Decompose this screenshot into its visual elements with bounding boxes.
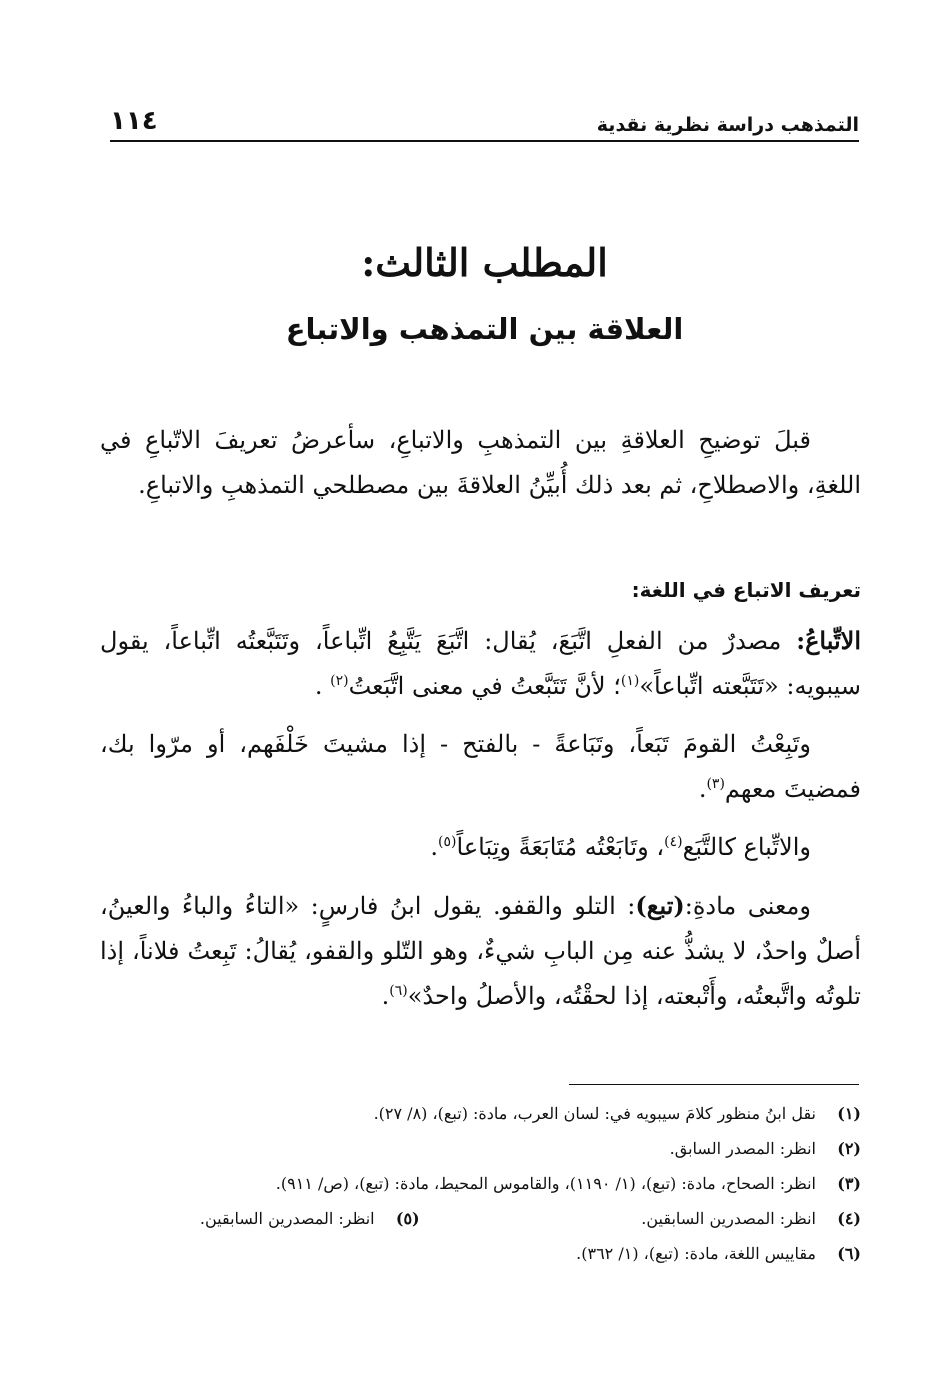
- footnotes: [100, 1096, 861, 1271]
- footnote-ref[interactable]: (٦): [389, 983, 408, 999]
- paragraph-text: والاتِّباع كالتَّبَع: [682, 833, 811, 861]
- footnote-row-4-5: [100, 1201, 861, 1236]
- footnote-ref[interactable]: (٢): [330, 673, 349, 689]
- paragraph-text: ، وتَابَعْتُه مُتَابَعَةً وتِبَاعاً: [456, 833, 665, 861]
- footnote-1: [100, 1096, 861, 1131]
- section-heading: المطلب الثالث:: [361, 240, 608, 285]
- footnote-text: مقاييس اللغة، مادة: (تبع)، (١/ ٣٦٢).: [576, 1244, 816, 1263]
- paragraph-text: .: [314, 672, 331, 700]
- footnote-5: [100, 1201, 420, 1236]
- footnote-text: انظر: الصحاح، مادة: (تبع)، (١/ ١١٩٠)، والقاموس المحيط، مادة: (تبع)، (ص/ ٩١١).: [275, 1174, 816, 1193]
- footnote-text: انظر: المصدر السابق.: [669, 1139, 816, 1158]
- subheading-linguistic-definition: تعريف الاتباع في اللغة:: [631, 578, 861, 602]
- footnote-ref[interactable]: (٥): [438, 834, 457, 850]
- paragraph-text: ومعنى مادةِ:: [684, 892, 811, 920]
- footnote-text: نقل ابنُ منظور كلامَ سيبويه في: لسان العرب، مادة: (تبع)، (٨/ ٢٧).: [373, 1104, 816, 1123]
- paragraph-text: .: [430, 833, 439, 861]
- paragraph-tabi: [100, 722, 861, 812]
- paragraph-text: وتَبِعْتُ القومَ تَبَعاً، وتَبَاعةً - بالفتح - إذا مشيتَ خَلْفَهم، أو مرّوا بك، فمضيتَ معهم: [100, 730, 861, 803]
- intro-paragraph: قبلَ توضيحِ العلاقةِ بين التمذهبِ والاتباعِ، سأعرضُ تعريفَ الاتّباعِ في اللغةِ، والاصطلاحِ، ثم بعد ذلك أُبيِّنُ العلاقةَ بين مصطلحي التمذهبِ والاتباعِ.: [100, 426, 861, 499]
- footnote-text: انظر: المصدرين السابقين.: [641, 1209, 816, 1228]
- footnote-number: (٣): [837, 1174, 861, 1193]
- footnote-ref[interactable]: (٣): [706, 776, 725, 792]
- paragraph-definition: [100, 618, 861, 709]
- footnote-2: [100, 1131, 861, 1166]
- paragraph-text: : التلو والقفو. يقول ابنُ فارسٍ: «التاءُ والباءُ والعينُ، أصلٌ واحدٌ، لا يشذُّ عنه مِن البابِ شيءٌ، وهو التّلو والقفو، يُقالُ: تَبِعتُ فلاناً، إذا تلوتُه واتَّبعتُه، وأَتْبعته، إذا لحقْتُه، والأصلُ واحدٌ»: [100, 892, 861, 1010]
- page-header: [110, 96, 859, 142]
- footnote-3: [100, 1166, 861, 1201]
- footnote-text: انظر: المصدرين السابقين.: [199, 1209, 375, 1228]
- footnote-number: (٦): [837, 1244, 861, 1263]
- footnote-number: (٥): [395, 1209, 420, 1228]
- footnote-6: [100, 1236, 861, 1271]
- footnote-ref[interactable]: (١): [620, 673, 640, 689]
- defined-term: الاتِّباعُ:: [796, 626, 861, 655]
- paragraph-root-meaning: [100, 883, 861, 1019]
- root-word: (تبع): [635, 891, 685, 920]
- footnote-number: (٤): [837, 1209, 861, 1228]
- paragraph-text: مصدرٌ من الفعلِ اتَّبَعَ، يُقال: اتَّبَعَ يَتَّبِعُ اتِّباعاً، وتَتَبَّعتُه اتِّباعاً، يقول سيبويه: «تَتَبَّعته اتِّباعاً»: [100, 627, 861, 700]
- footnote-number: (٢): [837, 1139, 861, 1158]
- footnote-number: (١): [837, 1104, 861, 1123]
- section-subtitle: العلاقة بين التمذهب والاتباع: [285, 312, 684, 346]
- footnote-4: [420, 1201, 861, 1236]
- paragraph-ittiba: [100, 825, 861, 870]
- footnote-separator: [569, 1084, 859, 1085]
- paragraph-text: ؛ لأنَّ تَتَبَّعتُ في معنى اتَّبَعتُ: [348, 672, 621, 700]
- page-number: ١١٤: [110, 106, 158, 136]
- paragraph-text: .: [381, 982, 390, 1010]
- running-title: التمذهب دراسة نظرية نقدية: [596, 114, 859, 136]
- footnote-ref[interactable]: (٤): [664, 834, 683, 850]
- paragraph-text: .: [698, 775, 707, 803]
